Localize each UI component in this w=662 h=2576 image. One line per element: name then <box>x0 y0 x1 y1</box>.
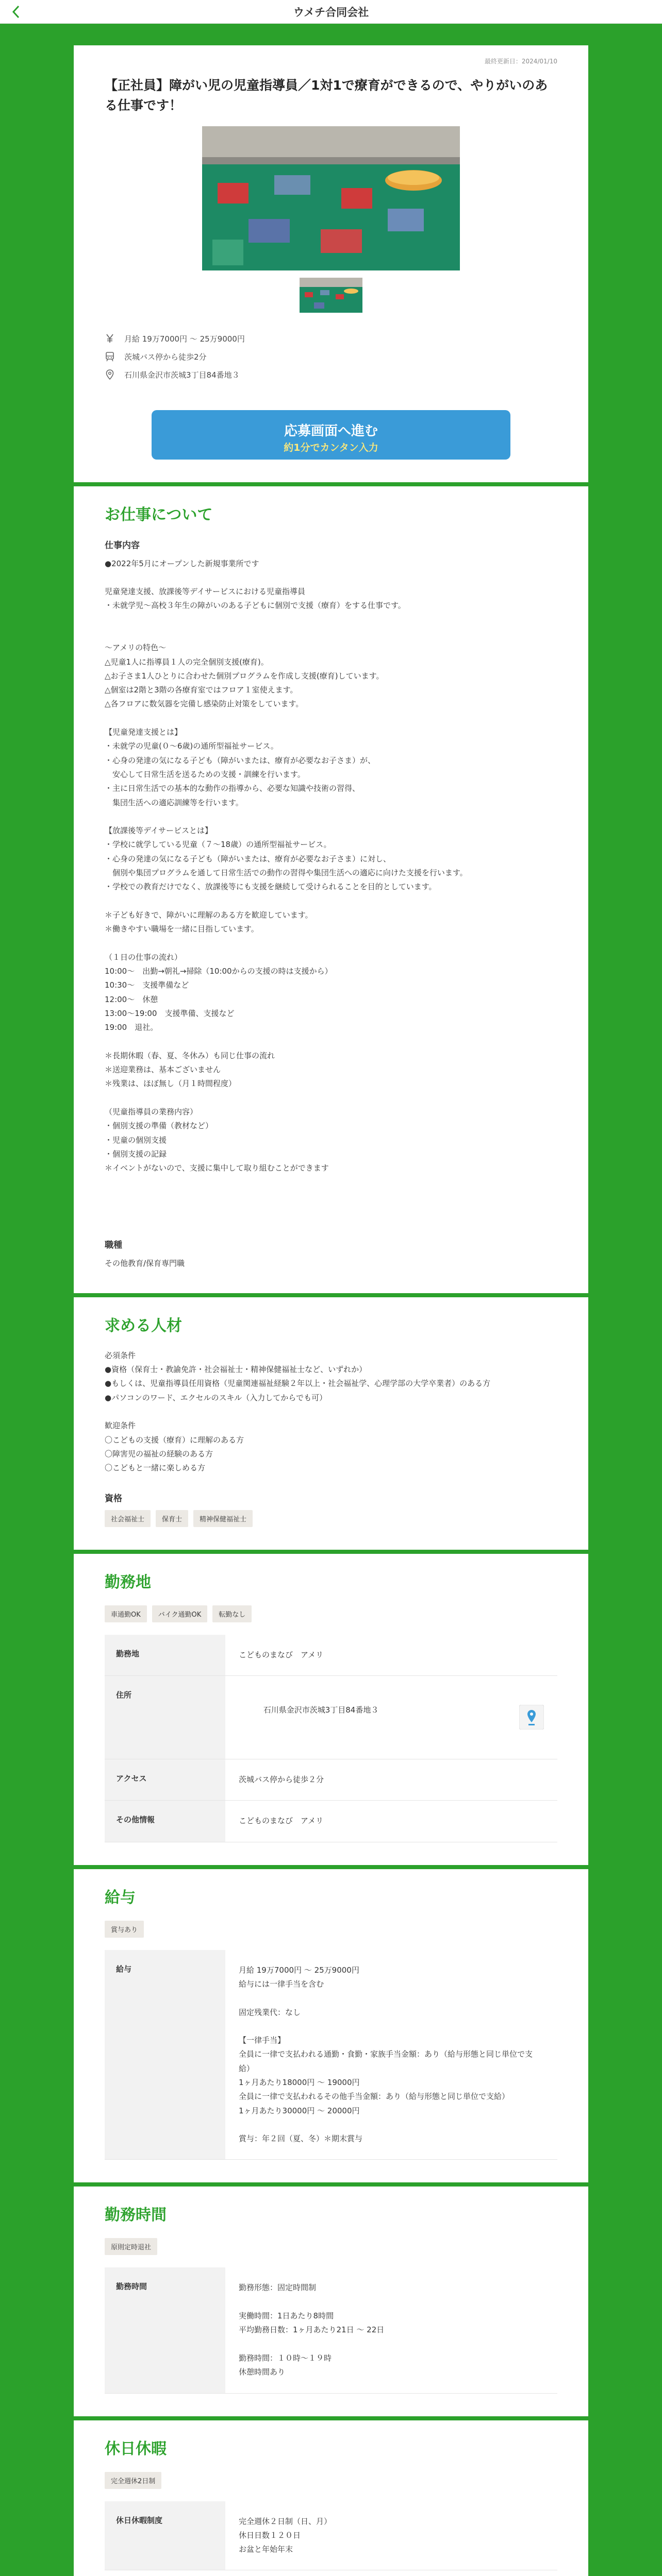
access-row <box>105 351 557 362</box>
last-updated: 最終更新日：2024/01/10 <box>484 58 557 65</box>
table-row <box>105 1801 557 1842</box>
job-summary-card <box>74 45 588 482</box>
apply-sub-label: 約1分でカンタン入力 <box>284 442 378 454</box>
train-icon <box>105 351 115 362</box>
salary-tag: 賞与あり <box>105 1921 144 1938</box>
row-label: 勤務時間 <box>105 2267 225 2393</box>
map-link-icon[interactable] <box>519 1705 544 1730</box>
requirements-section <box>74 1297 588 1550</box>
location-tag: 車通勤OK <box>105 1605 147 1622</box>
address-text: 石川県金沢市茨城3丁目84番地３ <box>124 370 240 380</box>
work-section-title: お仕事について <box>105 505 213 524</box>
salary-section <box>74 1869 588 2183</box>
address-cell <box>225 1675 557 1759</box>
table-row <box>105 1635 557 1676</box>
location-table <box>105 1635 557 1842</box>
table-row <box>105 1950 557 2160</box>
qualification-heading: 資格 <box>105 1493 122 1504</box>
table-row <box>105 2267 557 2393</box>
job-meta <box>105 333 557 380</box>
location-title: 勤務地 <box>105 1573 151 1591</box>
holidays-title: 休日休暇 <box>105 2439 167 2458</box>
job-title: 【正社員】障がい児の児童指導員／1対1で療育ができるので、やりがいのある仕事です！ <box>105 78 548 113</box>
photo-thumbnail[interactable] <box>300 278 362 313</box>
apply-main-label: 応募画面へ進む <box>284 423 378 439</box>
back-button[interactable] <box>8 4 24 20</box>
row-label: 休日休暇制度 <box>105 2501 225 2570</box>
location-tags <box>105 1605 557 1622</box>
address-row <box>105 369 557 380</box>
row-value: 石川県金沢市茨城3丁目84番地３ <box>263 1705 379 1715</box>
job-detail <box>74 45 588 2576</box>
salary-title: 給与 <box>105 1888 136 1907</box>
row-label: その他情報 <box>105 1801 225 1842</box>
location-section <box>74 1554 588 1865</box>
table-row <box>105 2501 557 2570</box>
hours-table <box>105 2267 557 2393</box>
qualification-tag: 精神保健福祉士 <box>193 1510 253 1527</box>
classroom-photo <box>202 126 460 270</box>
row-value: こどものまなび アメリ <box>225 1635 557 1676</box>
row-value: 茨城バス停から徒歩２分 <box>225 1759 557 1801</box>
hours-tags <box>105 2238 557 2255</box>
job-content-heading: 仕事内容 <box>105 540 140 551</box>
holidays-tags <box>105 2472 557 2489</box>
company-name: ウメチ合同会社 <box>293 6 369 19</box>
apply-button-top[interactable] <box>152 410 510 460</box>
job-type-text: その他教育/保育専門職 <box>105 1258 185 1268</box>
row-label: 住所 <box>105 1675 225 1759</box>
row-label: 勤務地 <box>105 1635 225 1676</box>
job-type-heading: 職種 <box>105 1240 122 1250</box>
row-label: アクセス <box>105 1759 225 1801</box>
access-text: 茨城バス停から徒歩2分 <box>124 352 207 362</box>
location-tag: バイク通勤OK <box>152 1605 208 1622</box>
hours-title: 勤務時間 <box>105 2206 167 2225</box>
row-value: こどものまなび アメリ <box>225 1801 557 1842</box>
hours-section <box>74 2187 588 2416</box>
requirements-title: 求める人材 <box>105 1316 182 1335</box>
row-value: 月給 19万7000円 ～ 25万9000円 給与には一律手当を含む 固定残業代：なし 【一律手当】 全員に一律で支払われる通勤・食勤・家族手当金額：あり（給与形態と同じ単位で支給） 1ヶ月あたり18000円 ～ 19000円 全員に一律で支払われるその他手当金額：あり（給与形態と同じ単位で支給） 1ヶ月あたり30000円 ～ 20000円 賞与：年２回（夏、冬）＊期末賞与 <box>225 1950 557 2160</box>
salary-table <box>105 1950 557 2160</box>
qualification-tag: 社会福祉士 <box>105 1510 151 1527</box>
table-row <box>105 1675 557 1759</box>
salary-row <box>105 333 557 344</box>
qualification-tags <box>105 1510 557 1527</box>
holidays-section <box>74 2420 588 2576</box>
yen-icon <box>105 333 115 344</box>
location-tag: 転勤なし <box>212 1605 252 1622</box>
holidays-tag: 完全週休2日制 <box>105 2472 161 2489</box>
chevron-left-icon <box>12 5 20 19</box>
top-bar <box>0 0 662 24</box>
requirements-text: 必須条件 ●資格（保育士・教諭免許・社会福祉士・精神保健福祉士など、いずれか） ●もしくは、児童指導員任用資格（児童関連福祉経験２年以上・社会福祉学、心理学部の大学卒業者）のある方 ●パソコンのワード、エクセルのスキル（入力してからでも可） 歓迎条件 〇こどもの支援（療育）に理解のある方 〇障害児の福祉の経験のある方 〇こどもと一緒に楽しめる方 <box>105 1350 491 1473</box>
salary-text: 月給 19万7000円 ～ 25万9000円 <box>124 334 245 344</box>
map-pin-icon <box>105 369 115 380</box>
job-content-text: ●2022年5月にオープンした新規事業所です 児童発達支援、放課後等デイサービスにおける児童指導員 ・未就学児～高校３年生の障がいのある子どもに個別で支援（療育）をする仕事です。 ～アメリの特色～ △児童1人に指導員１人の完全個別支援(療育)。 △お子さま1人ひとりに合わせた個別プログラムを作成し支援(療育)しています。 △個室は2階と3階の各療育室ではフロア１室使えます。 △各フロアに数気器を完備し感染防止対策をしています。 【児童発達支援とは】 ・未就学の児童(０～6歳)の通所型福祉サービス。 ・心身の発達の気になる子ども（障がいまたは、療育が必要なお子さま）が、 安心して日常生活を送るための支援・訓練を行います。 ・主に日常生活での基本的な動作の指導から、必要な知識や技術の習得、 集団生活への適応訓練等を行います。 【放課後等デイサービスとは】 ・学校に就学している児童（７～18歳）の通所型福祉サービス。 ・心身の発達の気になる子ども（障がいまたは、療育が必要なお子さま）に対し、 個別や集団プログラムを通して日常生活での動作の習得や集団生活への適応に向けた支援を行います。 ・学校での教育だけでなく、放課後等にも支援を継続して受けられることを目的としています。 ＊子ども好きで、障がいに理解のある方を歓迎しています。 ＊働きやすい職場を一緒に目指しています。 （１日の仕事の流れ） 10:00～ 出勤→朝礼→掃除（10:00からの支援の時は支援から） 10:30～ 支援準備など 12:00～ 休憩 13:00～19:00 支援準備、支援など 19:00 退社。 ＊長期休暇（春、夏、冬休み）も同じ仕事の流れ ＊送迎業務は、基本ございません ＊残業は、ほぼ無し（月１時間程度） （児童指導員の業務内容） ・個別支援の準備（教材など） ・児童の個別支援 ・個別支援の記録 ＊イベントがないので、支援に集中して取り組むことができます <box>105 558 468 1173</box>
work-section <box>74 486 588 1293</box>
row-value: 完全週休２日制（日、月） 休日日数１２０日 お盆と年始年末 <box>225 2501 557 2570</box>
row-label: 給与 <box>105 1950 225 2160</box>
table-row <box>105 1759 557 1801</box>
salary-tags <box>105 1921 557 1938</box>
holidays-table <box>105 2501 557 2571</box>
row-value: 勤務形態：固定時間制 実働時間：1日あたり8時間 平均勤務日数：1ヶ月あたり21日 ～ 22日 勤務時間：１０時～１９時 休憩時間あり <box>225 2267 557 2393</box>
qualification-tag: 保育士 <box>156 1510 188 1527</box>
hours-tag: 原則定時退社 <box>105 2238 157 2255</box>
